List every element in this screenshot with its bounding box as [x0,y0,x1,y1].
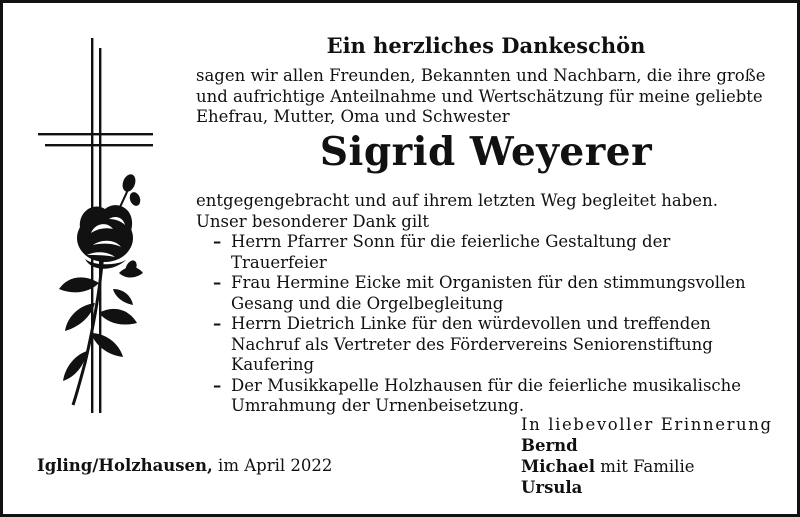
intro-line: Ehefrau, Mutter, Oma und Schwester [196,107,510,126]
dash-bullet: – [213,375,222,395]
thanks-line: Frau Hermine Eicke mit Organisten für den stimmungsvollen [231,273,746,292]
signer-suffix: mit Familie [595,457,695,476]
thanks-line: Nachruf als Vertreter des Fördervereins Seniorenstiftung [231,334,713,354]
thanks-line: Herrn Pfarrer Sonn für die feierliche Gestaltung der [231,232,671,251]
thanks-line: Umrahmung der Urnenbeisetzung. [231,396,525,415]
cross-with-rose-icon [33,33,163,423]
after-text [196,190,718,232]
intro-text [196,66,766,128]
signers [521,435,695,498]
signer-line [521,456,695,477]
after-line: Unser besonderer Dank gilt [196,212,430,231]
intro-line: und aufrichtige Anteilnahme und Wertschätzung für meine geliebte [196,86,763,106]
place-name: Igling/Holzhausen, [37,456,213,475]
memory-line: In liebevoller Erinnerung [521,415,773,434]
after-line: entgegengebracht und auf ihrem letzten Weg begleitet haben. [196,191,718,210]
thanks-list [213,232,746,417]
thanks-line: Trauerfeier [231,252,327,272]
thanks-line: Gesang und die Orgelbegleitung [231,293,504,313]
place-date [37,456,332,475]
thanks-item [213,314,746,376]
thanks-item [213,232,746,273]
signer-name: Bernd [521,436,578,455]
dash-bullet: – [213,314,222,333]
thanks-line: Der Musikkapelle Holzhausen für die feierliche musikalische [231,375,742,395]
heading: Ein herzliches Dankeschön [326,33,646,58]
dash-bullet: – [213,273,222,292]
thanks-line: Kaufering [231,355,315,374]
thanks-item [213,376,746,417]
signer-name: Ursula [521,478,583,497]
date: im April 2022 [212,456,333,475]
dash-bullet: – [213,232,222,251]
intro-line: sagen wir allen Freunden, Bekannten und Nachbarn, die ihre große [196,66,766,85]
deceased-name: Sigrid Weyerer [319,129,653,175]
thanks-item [213,273,746,314]
signer-name: Michael [521,457,596,476]
thanks-line: Herrn Dietrich Linke für den würdevollen und treffenden [231,314,711,333]
